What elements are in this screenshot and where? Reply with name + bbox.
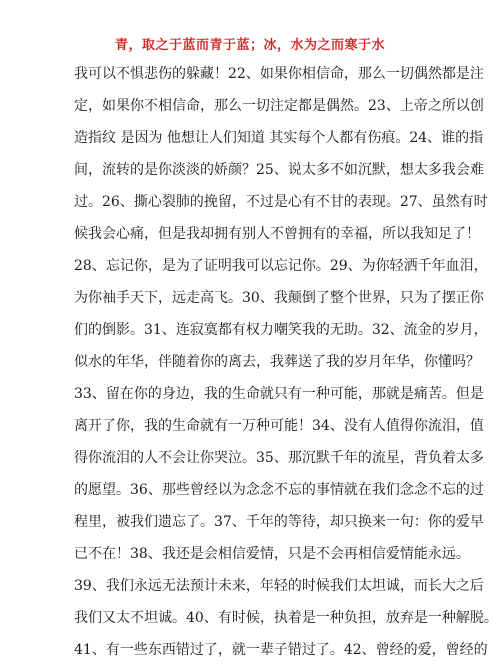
text-line: 33、留在你的身边，我的生命就只有一种可能，那就是痛苦。但是 — [74, 386, 484, 402]
text-line: 28、忘记你，是为了证明我可以忘记你。29、为你轻洒千年血泪， — [74, 258, 488, 274]
text-line: 过。26、撕心裂肺的挽留，不过是心有不甘的表现。27、虽然有时 — [74, 194, 488, 210]
text-line: 们的倒影。31、连寂寞都有权力嘲笑我的无助。32、流金的岁月， — [74, 322, 488, 338]
text-line: 间，流转的是你淡淡的娇颜？25、说太多不如沉默，想太多我会难 — [74, 162, 484, 178]
text-line: 我可以不惧悲伤的躲藏！22、如果你相信命，那么一切偶然都是注 — [74, 66, 484, 82]
page-title: 青，取之于蓝而青于蓝；冰，水为之而寒于水 — [114, 38, 385, 53]
text-line: 已不在！38、我还是会相信爱情，只是不会再相信爱情能永远。 — [74, 546, 470, 562]
text-line: 我们又太不坦诚。40、有时候，执着是一种负担，放弃是一种解脱。 — [74, 610, 498, 626]
text-line: 离开了你，我的生命就有一万种可能！34、没有人值得你流泪，值 — [74, 418, 484, 434]
text-line: 为你袖手天下，远走高飞。30、我颠倒了整个世界，只为了摆正你 — [74, 290, 484, 306]
text-line: 候我会心痛，但是我却拥有别人不曾拥有的幸福，所以我知足了！ — [74, 226, 480, 242]
text-line: 得你流泪的人不会让你哭泣。35、那沉默千年的流星，背负着太多 — [74, 450, 484, 466]
text-line: 定，如果你不相信命，那么一切注定都是偶然。23、上帝之所以创 — [74, 98, 484, 114]
text-line: 的愿望。36、那些曾经以为念念不忘的事情就在我们念念不忘的过 — [74, 482, 484, 498]
text-line: 造指纹 是因为 他想让人们知道 其实每个人都有伤痕。24、谁的指 — [74, 130, 484, 146]
text-line: 39、我们永远无法预计未来，年轻的时候我们太坦诚，而长大之后 — [74, 578, 484, 594]
text-line: 似水的年华，伴随着你的离去，我葬送了我的岁月年华，你懂吗？ — [74, 354, 480, 370]
text-line: 程里，被我们遗忘了。37、千年的等待，却只换来一句：你的爱早 — [74, 514, 484, 530]
article-body — [74, 58, 498, 666]
text-line: 41、有一些东西错过了，就一辈子错过了。42、曾经的爱，曾经的 — [74, 642, 488, 658]
